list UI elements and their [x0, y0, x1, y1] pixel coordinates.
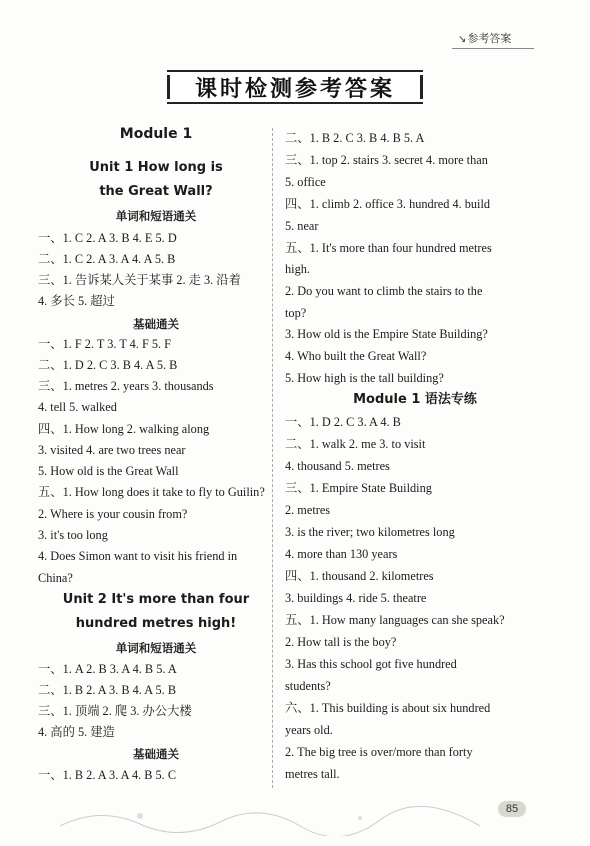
answer-line: 四、1. How long 2. walking along [38, 422, 210, 436]
answer-line: 五、1. It's more than four hundred metres [285, 241, 492, 255]
header-tag [458, 30, 511, 46]
section-heading: 基础通关 [133, 317, 179, 331]
title-banner [167, 70, 423, 104]
answer-line: 五、1. How many languages can she speak? [285, 613, 505, 627]
answer-line: 2. metres [285, 503, 331, 517]
answer-line: metres tall. [285, 767, 340, 781]
page-number: 85 [498, 801, 526, 817]
answer-line: 二、1. D 2. C 3. B 4. A 5. B [38, 358, 178, 372]
answer-line: top? [285, 306, 307, 320]
answer-line: 3. it's too long [38, 528, 108, 542]
footer-decoration [60, 796, 480, 836]
answer-line: 5. near [285, 219, 319, 233]
section-heading: hundred metres high! [75, 616, 237, 631]
answer-line: 四、1. climb 2. office 3. hundred 4. build [285, 197, 491, 211]
answer-line: 4. 多长 5. 超过 [38, 294, 115, 308]
answer-line: 三、1. Empire State Building [285, 481, 432, 495]
arrow-icon: ↘ [458, 34, 467, 45]
answer-line: 2. Where is your cousin from? [38, 507, 188, 521]
answer-line: 五、1. How long does it take to fly to Guilin? [38, 485, 265, 499]
answer-line: 3. Has this school got five hundred [285, 657, 457, 671]
answer-line: 3. is the river; two kilometres long [285, 525, 455, 539]
section-heading: 单词和短语通关 [115, 209, 197, 223]
column-divider [272, 128, 274, 788]
section-heading: the Great Wall? [99, 184, 213, 199]
section-heading: Unit 2 It's more than four [62, 592, 250, 607]
section-heading: Unit 1 How long is [89, 160, 223, 175]
answer-line: 5. office [285, 175, 326, 189]
answer-line: 三、1. metres 2. years 3. thousands [38, 379, 214, 393]
page-title: 课时检测参考答案 [194, 76, 395, 102]
section-heading: Module 1 语法专练 [353, 392, 477, 407]
section-heading: 单词和短语通关 [115, 641, 197, 655]
answer-line: 一、1. B 2. A 3. A 4. B 5. C [38, 768, 177, 782]
answer-line: 3. buildings 4. ride 5. theatre [285, 591, 427, 605]
answer-line: 三、1. top 2. stairs 3. secret 4. more than [285, 153, 488, 167]
section-heading: 基础通关 [133, 747, 179, 761]
answer-line: 四、1. thousand 2. kilometres [285, 569, 434, 583]
answer-line: 4. 高的 5. 建造 [38, 725, 115, 739]
answer-line: 二、1. walk 2. me 3. to visit [285, 437, 426, 451]
answer-line: 5. How old is the Great Wall [38, 464, 179, 478]
answer-line: 二、1. B 2. A 3. B 4. A 5. B [38, 683, 177, 697]
answer-line: students? [285, 679, 331, 693]
answer-line: 2. Do you want to climb the stairs to the [285, 284, 483, 298]
answer-line: years old. [285, 723, 333, 737]
answer-line: 六、1. This building is about six hundred [285, 701, 491, 715]
answer-line: China? [38, 571, 73, 585]
answer-line: 三、1. 告诉某人关于某事 2. 走 3. 沿着 [38, 273, 241, 287]
answer-line: 3. How old is the Empire State Building? [285, 327, 488, 341]
answer-line: 二、1. B 2. C 3. B 4. B 5. A [285, 131, 425, 145]
answer-line: high. [285, 262, 310, 276]
answer-line: 4. thousand 5. metres [285, 459, 390, 473]
answer-line: 4. more than 130 years [285, 547, 398, 561]
answer-line: 一、1. A 2. B 3. A 4. B 5. A [38, 662, 177, 676]
answer-line: 一、1. D 2. C 3. A 4. B [285, 415, 401, 429]
header-rule [452, 48, 534, 49]
answer-line: 3. visited 4. are two trees near [38, 443, 186, 457]
answer-line: 一、1. C 2. A 3. B 4. E 5. D [38, 231, 177, 245]
answer-line: 2. The big tree is over/more than forty [285, 745, 473, 759]
answer-line: 一、1. F 2. T 3. T 4. F 5. F [38, 337, 172, 351]
answer-line: 三、1. 顶端 2. 爬 3. 办公大楼 [38, 704, 192, 718]
answer-line: 4. Who built the Great Wall? [285, 349, 427, 363]
answer-line: 二、1. C 2. A 3. A 4. A 5. B [38, 252, 176, 266]
section-heading: Module 1 [119, 126, 193, 142]
answer-line: 5. How high is the tall building? [285, 371, 444, 385]
header-label: 参考答案 [467, 32, 512, 45]
answer-line: 4. tell 5. walked [38, 400, 117, 414]
answer-line: 2. How tall is the boy? [285, 635, 397, 649]
answer-line: 4. Does Simon want to visit his friend in [38, 549, 238, 563]
